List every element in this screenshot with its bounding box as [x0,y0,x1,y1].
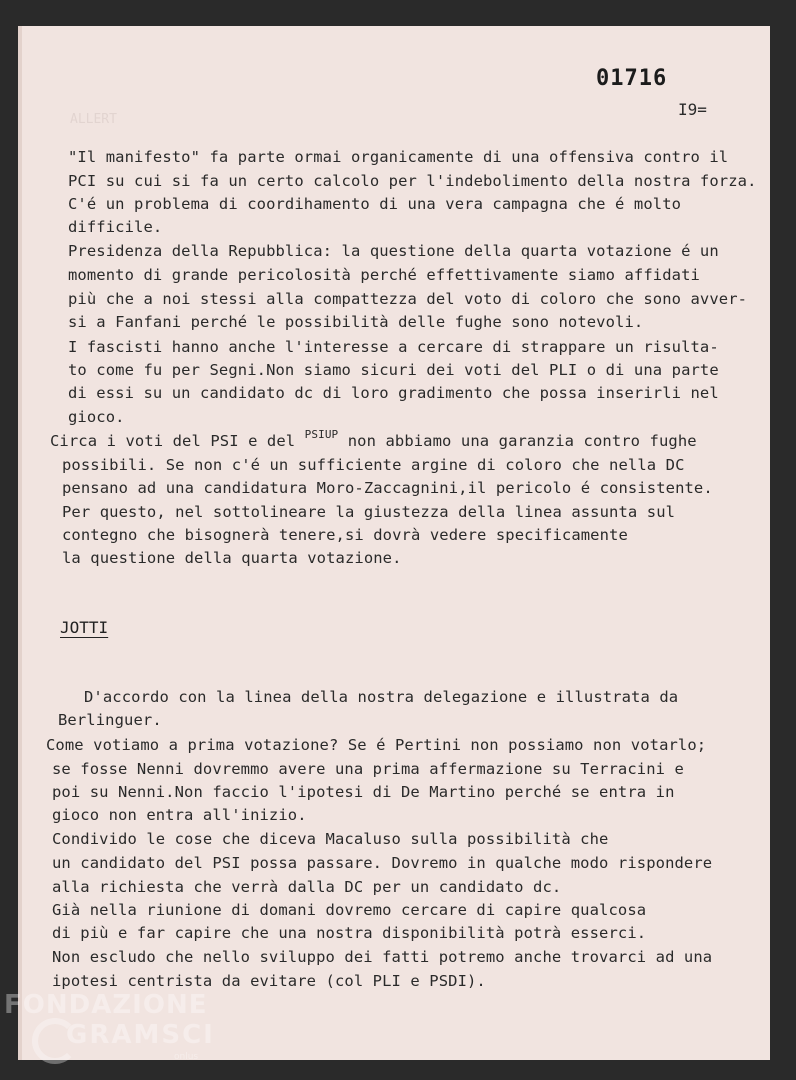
text-line: di essi su un candidato dc di loro gradimento che possa inserirli nel [68,384,719,402]
text-line: poi su Nenni.Non faccio l'ipotesi di De Martino perché se entra in [52,783,675,801]
text-line: possibili. Se non c'é un sufficiente argine di coloro che nella DC [62,456,685,474]
text-line: ipotesi centrista da evitare (col PLI e PSDI). [52,972,486,990]
document-page [22,26,770,1060]
text-line: un candidato del PSI possa passare. Dovremo in qualche modo rispondere [52,854,713,872]
psiup-line [50,428,697,450]
text-line: gioco non entra all'inizio. [52,806,307,824]
text-line: Non escludo che nello sviluppo dei fatti potremo anche trovarci ad una [52,948,713,966]
text-line: gioco. [68,408,125,426]
psiup-line-after: non abbiamo una garanzia contro fughe [338,432,697,450]
text-line: più che a noi stessi alla compattezza del voto di coloro che sono avver- [68,290,748,308]
text-line: difficile. [68,218,163,236]
watermark-sub: onlus [174,1052,199,1062]
text-line: Condivido le cose che diceva Macaluso sulla possibilità che [52,830,609,848]
text-line: momento di grande pericolosità perché effettivamente siamo affidati [68,266,700,284]
text-line: "Il manifesto" fa parte ormai organicamente di una offensiva contro il [68,148,729,166]
text-line: contegno che bisognerà tenere,si dovrà vedere specificamente [62,526,628,544]
psiup-line-before: Circa i voti del PSI e del [50,432,305,450]
text-line: C'é un problema di coordihamento di una vera campagna che é molto [68,195,682,213]
text-line: Presidenza della Repubblica: la questione della quarta votazione é un [68,242,719,260]
text-line: alla richiesta che verrà dalla DC per un candidato dc. [52,878,562,896]
text-line: Già nella riunione di domani dovremo cercare di capire qualcosa [52,901,647,919]
text-line: D'accordo con la linea della nostra delegazione e illustrata da [84,688,679,706]
ghost-header: ALLERT [70,112,117,127]
text-line: I fascisti hanno anche l'interesse a cercare di strappare un risulta- [68,338,719,356]
page-number: I9= [678,100,707,119]
text-line: pensano ad una candidatura Moro-Zaccagnini,il pericolo é consistente. [62,479,713,497]
fondazione-gramsci-watermark [4,990,215,1070]
text-line: di più e far capire che una nostra disponibilità potrà esserci. [52,924,647,942]
text-line: to come fu per Segni.Non siamo sicuri dei voti del PLI o di una parte [68,361,719,379]
text-line: Berlinguer. [58,711,162,729]
text-line: PCI su cui si fa un certo calcolo per l'indebolimento della nostra forza. [68,172,757,190]
speaker-heading: JOTTI [60,618,109,637]
text-line: la questione della quarta votazione. [62,549,402,567]
text-line: Per questo, nel sottolineare la giustezza della linea assunta sul [62,503,676,521]
text-line: si a Fanfani perché le possibilità delle fughe sono notevoli. [68,313,644,331]
text-line: Come votiamo a prima votazione? Se é Pertini non possiamo non votarlo; [46,736,707,754]
text-line: se fosse Nenni dovremmo avere una prima affermazione su Terracini e [52,760,684,778]
watermark-line1: FONDAZIONE [4,990,208,1020]
document-number: 01716 [596,66,668,91]
psiup-insertion: PSIUP [304,428,339,441]
watermark-line2: GRAMSCI [66,1020,215,1050]
